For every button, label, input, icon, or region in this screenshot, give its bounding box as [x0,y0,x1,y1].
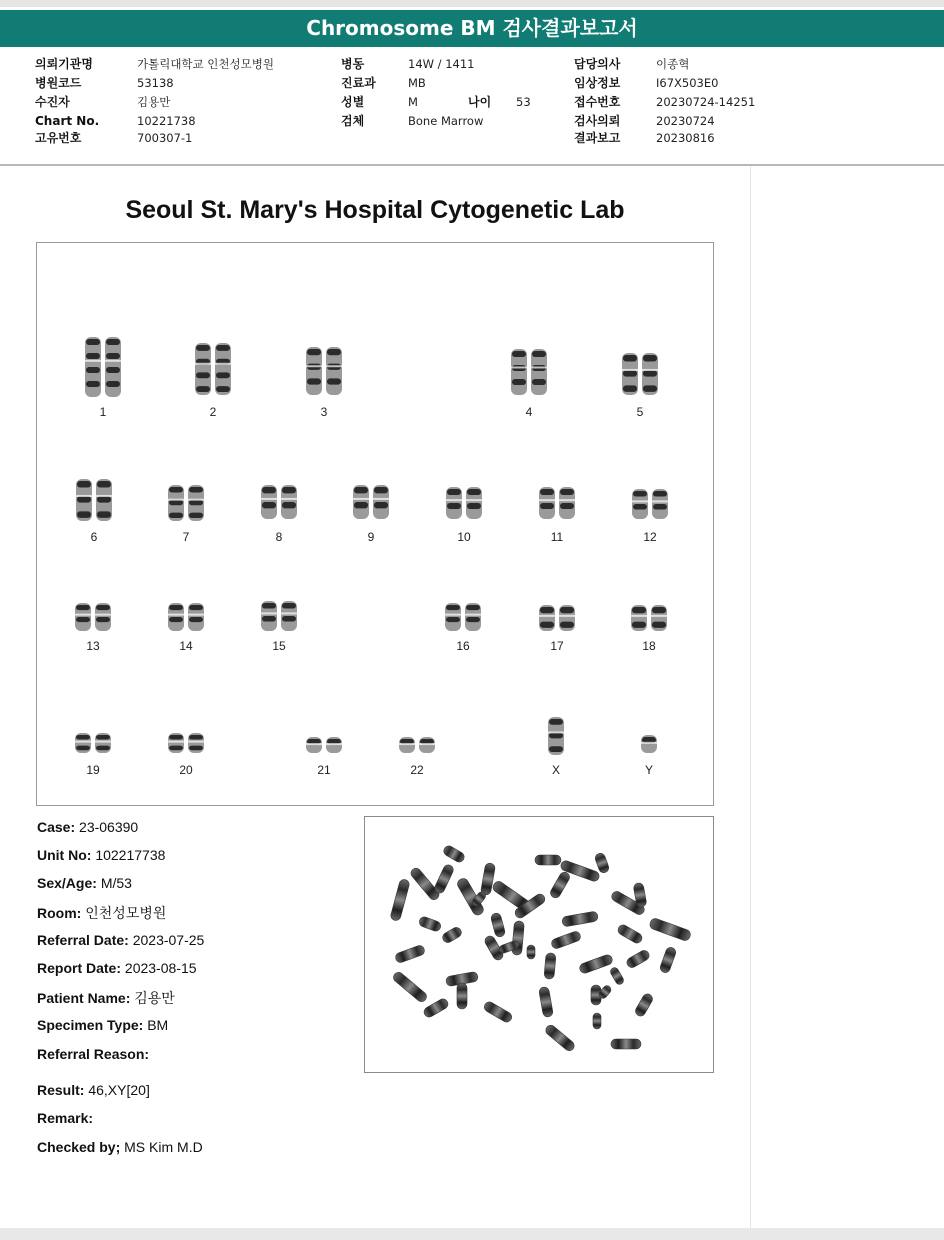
chromosome-label-14: 14 [179,639,193,653]
chromatid-15-2 [280,601,298,631]
chromosome-graphic-15 [259,243,299,633]
chromatid-2-2 [214,343,232,395]
label-age: 나이 [468,95,492,109]
case-line [37,819,138,835]
chromosome-label-20: 20 [179,763,193,777]
value-specimen: Bone Marrow [408,113,484,128]
chromosome-label-10: 10 [457,530,471,544]
chromosome-pair-22 [397,243,437,777]
unit-no-label: Unit No: [37,847,92,863]
result-line [37,1082,150,1098]
specimen-type-value: BM [147,1017,169,1033]
label-patient: 수진자 [35,95,70,109]
chromatid-19-1 [74,733,92,753]
report-date-label: Report Date: [37,960,122,976]
chromosome-label-17: 17 [550,639,564,653]
unit-no-value: 102217738 [95,847,166,863]
value-ward: 14W / 1411 [408,56,475,71]
chromosome-graphic-y [629,243,669,755]
label-ward: 병동 [341,57,365,71]
referral-reason-line [37,1046,149,1062]
label-clinical-info: 임상정보 [574,76,621,90]
label-request-date: 검사의뢰 [574,114,621,128]
chromosome-pair-19 [73,243,113,777]
chromosome-graphic-x [536,243,576,757]
label-unique-no: 고유번호 [35,131,82,145]
info-right [574,55,755,147]
value-request-date: 20230724 [656,113,715,128]
report-title: Chromosome BM 검사결과보고서 [0,10,944,47]
chromatid-x-1 [547,717,565,755]
chromosome-graphic-16 [443,243,483,633]
chromatid-21-2 [325,737,343,753]
report-date-value: 2023-08-15 [124,960,197,976]
chromatid-9-2 [372,485,390,519]
chromatid-4-1 [510,349,528,395]
chromatid-22-2 [418,737,436,753]
room-value: 인천성모병원 [85,905,167,921]
chromatid-20-2 [187,733,205,753]
checked-by-line [37,1139,203,1155]
chromosome-pair-9 [351,243,391,544]
specimen-type-line [37,1017,168,1033]
chromosome-pair-20 [166,243,206,777]
remark-line [37,1110,93,1126]
value-sex: M [408,94,418,109]
value-receipt-no: 20230724-14251 [656,94,756,109]
chromosome-label-12: 12 [643,530,657,544]
karyogram [36,242,714,806]
referral-reason-label: Referral Reason: [37,1046,150,1062]
patient-name-value: 김용만 [134,990,175,1006]
referral-date-value: 2023-07-25 [132,932,205,948]
value-hospital-code: 53138 [137,75,174,90]
value-chart-no: 10221738 [137,113,196,128]
value-unique-no: 700307-1 [137,130,193,145]
chromatid-15-1 [260,601,278,631]
chromatid-20-1 [167,733,185,753]
referral-date-label: Referral Date: [37,932,129,948]
value-department: MB [408,75,426,90]
chromosome-label-5: 5 [636,405,644,419]
chromosome-label-18: 18 [642,639,656,653]
chromosome-label-4: 4 [525,405,533,419]
remark-label: Remark: [37,1110,94,1126]
value-report-date: 20230816 [656,130,715,145]
chromosome-graphic-19 [73,243,113,755]
result-label: Result: [37,1082,85,1098]
value-institution: 가톨릭대학교 인천성모병원 [137,56,274,71]
chromosome-graphic-20 [166,243,206,755]
chromatid-y-1 [640,735,658,753]
sex-age-value: M/53 [100,875,132,891]
chromatid-16-2 [464,603,482,631]
sex-age-label: Sex/Age: [37,875,97,891]
chromosome-label-11: 11 [550,530,564,544]
chromosome-label-x: X [551,763,560,777]
chromosome-label-3: 3 [320,405,328,419]
sex-age-line [37,875,132,891]
chromosome-label-6: 6 [90,530,98,544]
chromatid-16-1 [444,603,462,631]
chromosome-label-13: 13 [86,639,100,653]
report-date-line [37,960,197,976]
value-age: 53 [516,94,531,109]
chromosome-graphic-9 [351,243,391,521]
chromatid-21-1 [305,737,323,753]
info-left [35,55,274,147]
value-doctor: 이종혁 [656,56,690,71]
info-middle [341,55,531,130]
chromosome-pair-x [536,243,576,777]
label-institution: 의뢰기관명 [35,57,93,71]
chromosome-label-1: 1 [99,405,107,419]
chromosome-pair-21 [304,243,344,777]
room-label: Room: [37,905,82,921]
result-value: 46,XY[20] [88,1082,150,1098]
metaphase-spread-image [364,816,714,1073]
label-report-date: 결과보고 [574,131,621,145]
specimen-type-label: Specimen Type: [37,1017,144,1033]
lab-title: Seoul St. Mary's Hospital Cytogenetic Lab [125,196,625,224]
label-chart-no: Chart No. [35,113,100,128]
chromosome-label-16: 16 [456,639,470,653]
chromosome-label-22: 22 [410,763,424,777]
label-department: 진료과 [341,76,376,90]
chromosome-label-7: 7 [182,530,190,544]
case-label: Case: [37,819,76,835]
value-patient: 김용만 [137,94,171,109]
patient-name-label: Patient Name: [37,990,131,1006]
chromosome-label-y: Y [644,763,653,777]
chromosome-graphic-22 [397,243,437,755]
chromatid-22-1 [398,737,416,753]
chromosome-pair-y [629,243,669,777]
checked-by-value: MS Kim M.D [124,1139,203,1155]
room-line [37,903,166,923]
bottom-strip [0,1228,944,1240]
chromosome-label-9: 9 [367,530,375,544]
chromosome-label-19: 19 [86,763,100,777]
chromosome-label-15: 15 [272,639,286,653]
top-strip [0,0,944,7]
referral-date-line [37,932,204,948]
chromosome-label-21: 21 [317,763,331,777]
label-sex: 성별 [341,95,365,109]
chromosome-pair-15 [259,243,299,653]
unit-no-line [37,847,165,863]
label-specimen: 검체 [341,114,365,128]
chromosome-label-2: 2 [209,405,217,419]
chromosome-pair-16 [443,243,483,653]
chromatid-19-2 [94,733,112,753]
label-receipt-no: 접수번호 [574,95,621,109]
patient-name-line [37,988,175,1008]
value-clinical-info: I67X503E0 [656,75,719,90]
chromatid-9-1 [352,485,370,519]
case-value: 23-06390 [79,819,139,835]
metaphase-spread-graphic [365,817,713,1072]
label-doctor: 담당의사 [574,57,621,71]
checked-by-label: Checked by; [37,1139,121,1155]
label-hospital-code: 병원코드 [35,76,82,90]
chromosome-label-8: 8 [275,530,283,544]
right-margin [750,166,944,1240]
chromosome-graphic-21 [304,243,344,755]
